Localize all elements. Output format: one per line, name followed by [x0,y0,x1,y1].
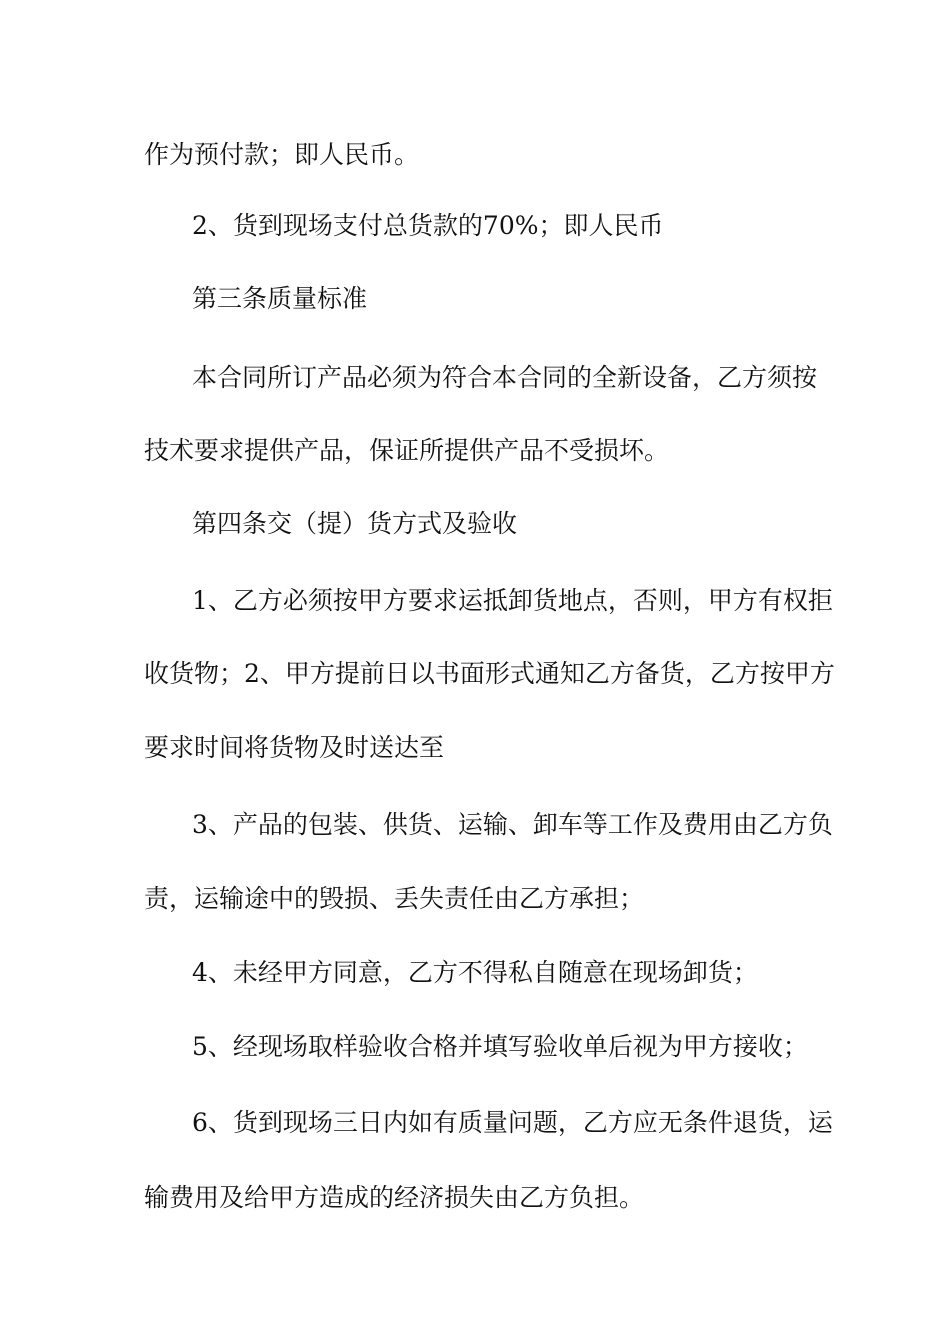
text-line: 4、未经甲方同意，乙方不得私自随意在现场卸货； [192,958,758,987]
text-line: 责，运输途中的毁损、丢失责任由乙方承担； [144,884,645,913]
text-line: 收货物；2、甲方提前日以书面形式通知乙方备货，乙方按甲方 [144,659,835,688]
section-heading: 第四条交（提）货方式及验收 [192,509,518,538]
text-line: 3、产品的包装、供货、运输、卸车等工作及费用由乙方负 [192,810,833,839]
text-line: 6、货到现场三日内如有质量问题，乙方应无条件退货，运 [192,1108,833,1137]
text-line: 2、货到现场支付总货款的70%；即人民币 [192,211,664,240]
text-line: 本合同所订产品必须为符合本合同的全新设备，乙方须按 [192,363,818,392]
text-line: 要求时间将货物及时送达至 [144,733,445,762]
text-line: 技术要求提供产品，保证所提供产品不受损坏。 [144,436,670,465]
text-line: 作为预付款；即人民币。 [144,140,420,169]
section-heading: 第三条质量标准 [192,284,368,313]
text-line: 输费用及给甲方造成的经济损失由乙方负担。 [144,1183,645,1212]
text-line: 1、乙方必须按甲方要求运抵卸货地点，否则，甲方有权拒 [192,586,833,615]
text-line: 5、经现场取样验收合格并填写验收单后视为甲方接收； [192,1032,808,1061]
